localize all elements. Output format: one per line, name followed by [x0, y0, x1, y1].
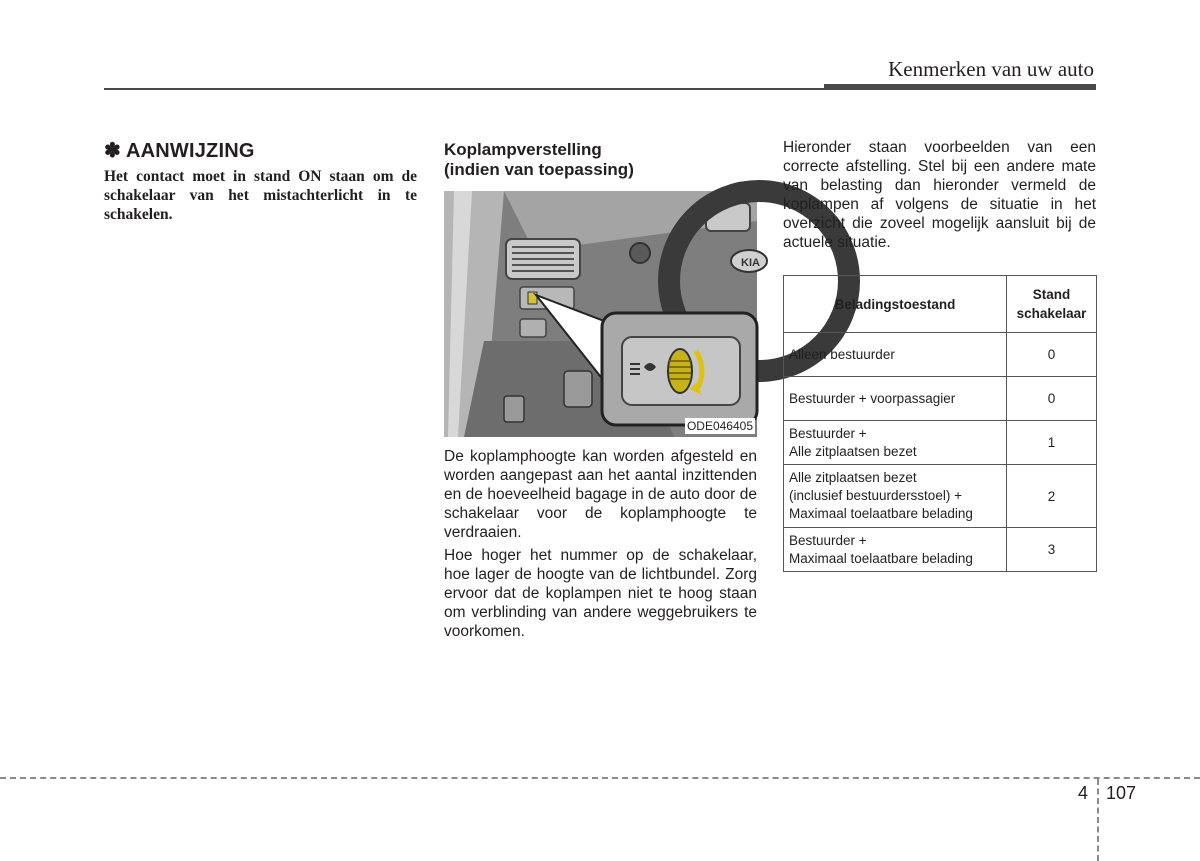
- table-cell-state: [784, 465, 1007, 528]
- footer-divider: [1097, 779, 1099, 861]
- cell-line: Alle zitplaatsen bezet: [789, 470, 917, 485]
- cell-line: (inclusief bestuurdersstoel) +: [789, 488, 962, 503]
- body-paragraph-2: Hoe hoger het nummer op de schakelaar, hoe lager de hoogte van de lichtbundel. Zorg ervoor dat de koplampen niet te hoog staan om verblinding van andere weggebruikers te voorkomen.: [444, 547, 757, 640]
- table-cell-state: [784, 377, 1007, 421]
- section-title: [444, 140, 757, 180]
- table-row: [784, 333, 1097, 377]
- chapter-number: 4: [1078, 783, 1089, 803]
- cell-line: Alleen bestuurder: [789, 346, 895, 362]
- cell-line: Maximaal toelaatbare belading: [789, 506, 973, 521]
- table-header-stand-line1: Stand: [1032, 287, 1071, 302]
- section-title-line2: (indien van toepassing): [444, 160, 634, 179]
- table-cell-value: 0: [1007, 377, 1097, 421]
- cell-line: Bestuurder +: [789, 425, 867, 441]
- svg-text:KIA: KIA: [741, 257, 760, 269]
- table-row: [784, 377, 1097, 421]
- table-cell-state: [784, 421, 1007, 465]
- table-row: [784, 465, 1097, 528]
- cell-line: Maximaal toelaatbare belading: [789, 550, 973, 566]
- table-intro: Hieronder staan voorbeelden van een correcte afstelling. Stel bij een andere mate van belasting dan hieronder vermeld de koplampen af volgens de situatie in het overzicht die zoveel mogelijk aansluit bij de actuele situatie.: [783, 139, 1096, 251]
- dashboard-illustration: [444, 191, 760, 437]
- section-title-line1: Koplampverstelling: [444, 140, 602, 159]
- body-paragraph-1: De koplamphoogte kan worden afgesteld en worden aangepast aan het aantal inzittenden en de hoeveelheid bagage in de auto door de schakelaar voor de koplamphoogte te verdraaien.: [444, 448, 757, 541]
- table-header-stand: [1007, 276, 1097, 333]
- cell-line: Bestuurder +: [789, 532, 867, 548]
- main-column: [444, 140, 760, 641]
- table-cell-state: [784, 333, 1007, 377]
- header-rule: [104, 88, 824, 90]
- header-rule-accent: [824, 84, 1096, 90]
- table-cell-value: 1: [1007, 421, 1097, 465]
- dashboard-figure: [444, 191, 760, 437]
- table-header-stand-line2: schakelaar: [1016, 306, 1087, 321]
- note-column: [104, 138, 417, 224]
- table-header-state: Beladingstoestand: [784, 276, 1007, 333]
- table-row: [784, 528, 1097, 572]
- table-cell-value: 0: [1007, 333, 1097, 377]
- table-header-row: [784, 276, 1097, 333]
- footer-rule: [0, 777, 1200, 779]
- table-cell-value: 3: [1007, 528, 1097, 572]
- right-column: [783, 138, 1096, 572]
- running-header: Kenmerken van uw auto: [888, 57, 1094, 81]
- table-cell-value: 2: [1007, 465, 1097, 528]
- table-row: [784, 421, 1097, 465]
- table-cell-state: [784, 528, 1007, 572]
- cell-line: Alle zitplaatsen bezet: [789, 443, 917, 459]
- load-table: [783, 275, 1097, 572]
- cell-line: Bestuurder + voorpassagier: [789, 390, 956, 406]
- note-body: Het contact moet in stand ON staan om de schakelaar van het mistachterlicht in te schakelen.: [104, 168, 417, 223]
- page-number: 107: [1106, 783, 1137, 803]
- figure-code: ODE046405: [686, 419, 753, 433]
- note-title: ✽ AANWIJZING: [104, 140, 255, 162]
